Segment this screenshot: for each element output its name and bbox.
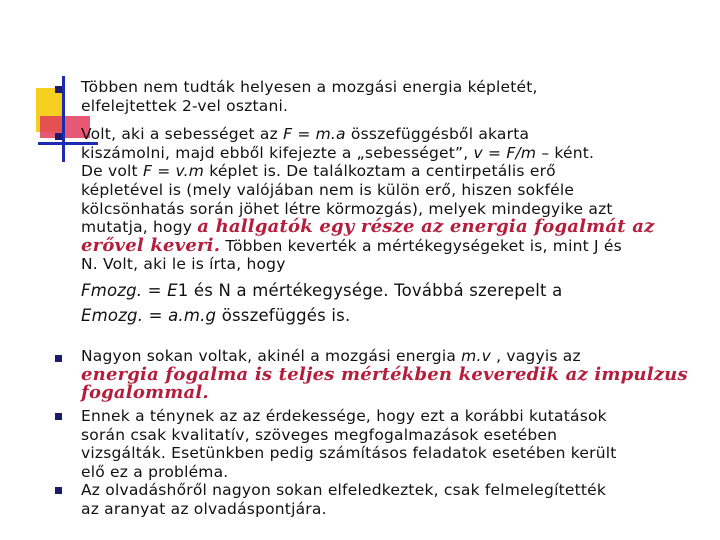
square-bullet-icon <box>55 487 62 494</box>
bullet-2-line-5: kölcsönhatás során jöhet létre körmozgás), melyek mindegyike azt <box>81 199 613 218</box>
emphasis-text: fogalommal. <box>81 382 209 404</box>
square-bullet-icon <box>55 133 62 140</box>
bullet-2-line-7: erővel keveri. Többen keverték a mértékegységeket is, mint J és <box>81 234 622 256</box>
slide-content <box>52 78 692 518</box>
formula-line-1: Fmozg. = E1 és N a mértékegysége. Továbbá szerepelt a <box>81 280 563 300</box>
bullet-item-1 <box>52 78 692 115</box>
emphasis-text: energia fogalma is teljes mértékben keveredik az impulzus <box>81 363 688 385</box>
bullet-1-line-2: elfelejtettek 2-vel osztani. <box>81 96 289 115</box>
bullet-2-line-1: Volt, aki a sebességet az F = m.a összefüggésből akarta <box>81 125 530 144</box>
bullet-2-line-2: kiszámolni, majd ebből kifejezte a „sebességet”, v = F/m – ként. <box>81 143 595 162</box>
emphasis-text: a hallgatók egy része az energia fogalmát az <box>197 216 655 238</box>
square-bullet-icon <box>55 86 62 93</box>
bullet-4-line-1: Ennek a ténynek az az érdekessége, hogy ezt a korábbi kutatások <box>81 406 607 425</box>
bullet-2-line-4: képletével is (mely valójában nem is külön erő, hiszen sokféle <box>81 180 575 199</box>
emphasis-text: erővel keveri. <box>81 234 221 256</box>
bullet-4-line-2: során csak kvalitatív, szöveges megfogalmazások esetében <box>81 425 558 444</box>
bullet-4-line-3: vizsgálták. Esetünkben pedig számításos feladatok esetében került <box>81 444 617 463</box>
bullet-3-line-3 <box>81 384 692 403</box>
bullet-5-line-2: az aranyat az olvadáspontjára. <box>81 499 327 518</box>
bullet-2-line-3: De volt F = v.m képlet is. De találkoztam a centirpetális erő <box>81 162 556 181</box>
bullet-4-line-4: elő ez a probléma. <box>81 462 229 481</box>
bullet-item-3 <box>52 347 692 403</box>
bullet-item-5 <box>52 481 692 518</box>
bullet-2-line-6: mutatja, hogy a hallgatók egy része az energia fogalmát az <box>81 216 655 238</box>
bullet-5-line-1: Az olvadáshőről nagyon sokan elfeledkeztek, csak felmelegítették <box>81 481 607 500</box>
bullet-item-2 <box>52 125 692 325</box>
square-bullet-icon <box>55 413 62 420</box>
bullet-1-line-1: Többen nem tudták helyesen a mozgási energia képletét, <box>81 78 538 96</box>
square-bullet-icon <box>55 355 62 362</box>
bullet-2-line-8: N. Volt, aki le is írta, hogy <box>81 255 286 274</box>
bullet-3-line-1: Nagyon sokan voltak, akinél a mozgási energia m.v , vagyis az <box>81 347 581 366</box>
formula-line-2: Emozg. = a.m.g összefüggés is. <box>81 305 351 325</box>
bullet-item-4 <box>52 407 692 481</box>
